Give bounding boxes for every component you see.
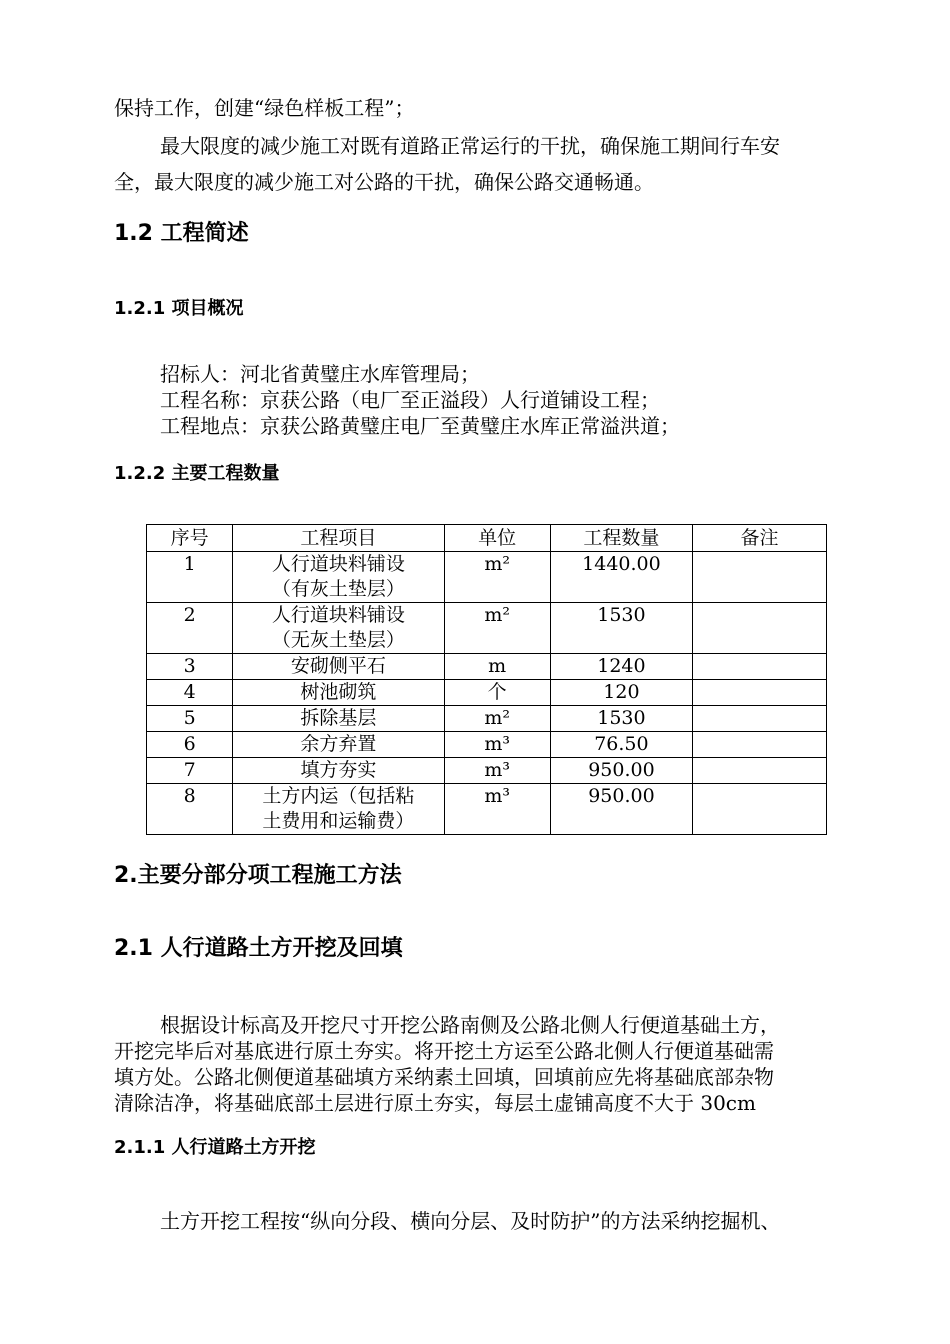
cell-item: 安砌侧平石 — [233, 654, 444, 680]
cell-note — [693, 603, 827, 654]
paragraph-line: 全，最大限度的减少施工对公路的干扰，确保公路交通畅通。 — [114, 170, 654, 194]
cell-item: 拆除基层 — [233, 706, 444, 732]
cell-unit: 个 — [444, 680, 550, 706]
cell-quantity: 1530 — [550, 603, 692, 654]
cell-no: 6 — [147, 732, 233, 758]
paragraph-line: 土方开挖工程按“纵向分段、横向分层、及时防护”的方法采纳挖掘机、 — [160, 1209, 781, 1233]
section-heading-1-2: 1.2 工程简述 — [114, 221, 249, 246]
cell-item — [233, 552, 444, 603]
header-item: 工程项目 — [233, 525, 444, 552]
cell-note — [693, 680, 827, 706]
table-row — [147, 603, 827, 654]
cell-unit: m² — [444, 603, 550, 654]
paragraph-line: 清除洁净，将基础底部土层进行原土夯实，每层土虚铺高度不大于 30cm — [114, 1091, 756, 1115]
table-row — [147, 654, 827, 680]
cell-item — [233, 603, 444, 654]
cell-quantity: 76.50 — [550, 732, 692, 758]
cell-quantity: 1530 — [550, 706, 692, 732]
cell-unit: m³ — [444, 758, 550, 784]
table-row — [147, 784, 827, 835]
cell-no: 8 — [147, 784, 233, 835]
cell-note — [693, 758, 827, 784]
cell-no: 5 — [147, 706, 233, 732]
cell-note — [693, 784, 827, 835]
section-heading-1-2-2: 1.2.2 主要工程数量 — [114, 463, 280, 484]
section-heading-2: 2.主要分部分项工程施工方法 — [114, 863, 402, 888]
cell-unit: m³ — [444, 784, 550, 835]
header-quantity: 工程数量 — [550, 525, 692, 552]
paragraph-line: 开挖完毕后对基底进行原土夯实。将开挖土方运至公路北侧人行便道基础需 — [114, 1039, 774, 1063]
section-heading-2-1-1: 2.1.1 人行道路土方开挖 — [114, 1137, 316, 1158]
cell-item: 余方弃置 — [233, 732, 444, 758]
table-header-row — [147, 525, 827, 552]
paragraph-line: 最大限度的减少施工对既有道路正常运行的干扰，确保施工期间行车安 — [160, 134, 780, 158]
info-line-project-name: 工程名称：京获公路（电厂至正溢段）人行道铺设工程； — [160, 388, 660, 412]
paragraph-line: 保持工作，创建“绿色样板工程”； — [114, 96, 415, 120]
cell-no: 2 — [147, 603, 233, 654]
table-row — [147, 706, 827, 732]
cell-note — [693, 732, 827, 758]
cell-item-line: （有灰土垫层） — [271, 578, 405, 600]
header-unit: 单位 — [444, 525, 550, 552]
cell-item-line: 土费用和运输费） — [262, 810, 415, 832]
cell-quantity: 1440.00 — [550, 552, 692, 603]
cell-quantity: 950.00 — [550, 758, 692, 784]
cell-quantity: 1240 — [550, 654, 692, 680]
paragraph-line: 填方处。公路北侧便道基础填方采纳素土回填，回填前应先将基础底部杂物 — [114, 1065, 774, 1089]
table-row — [147, 680, 827, 706]
table-row — [147, 552, 827, 603]
header-note: 备注 — [693, 525, 827, 552]
table-row — [147, 732, 827, 758]
quantity-table — [146, 524, 827, 835]
section-heading-1-2-1: 1.2.1 项目概况 — [114, 298, 244, 319]
cell-unit: m² — [444, 552, 550, 603]
paragraph-line: 根据设计标高及开挖尺寸开挖公路南侧及公路北侧人行便道基础土方， — [160, 1013, 780, 1037]
cell-quantity: 950.00 — [550, 784, 692, 835]
cell-item: 填方夯实 — [233, 758, 444, 784]
cell-quantity: 120 — [550, 680, 692, 706]
cell-note — [693, 552, 827, 603]
cell-no: 7 — [147, 758, 233, 784]
cell-note — [693, 706, 827, 732]
cell-item — [233, 784, 444, 835]
cell-item-line: 土方内运（包括粘 — [262, 785, 415, 807]
info-line-tenderer: 招标人：河北省黄璧庄水库管理局； — [160, 362, 480, 386]
cell-item-line: 人行道块料铺设 — [271, 604, 405, 626]
cell-note — [693, 654, 827, 680]
cell-unit: m³ — [444, 732, 550, 758]
cell-unit: m — [444, 654, 550, 680]
header-no: 序号 — [147, 525, 233, 552]
cell-item-line: （无灰土垫层） — [271, 629, 405, 651]
cell-no: 3 — [147, 654, 233, 680]
cell-no: 4 — [147, 680, 233, 706]
cell-item: 树池砌筑 — [233, 680, 444, 706]
section-heading-2-1: 2.1 人行道路土方开挖及回填 — [114, 936, 403, 961]
cell-unit: m² — [444, 706, 550, 732]
cell-no: 1 — [147, 552, 233, 603]
table-row — [147, 758, 827, 784]
info-line-project-location: 工程地点：京获公路黄璧庄电厂至黄璧庄水库正常溢洪道； — [160, 414, 680, 438]
cell-item-line: 人行道块料铺设 — [271, 553, 405, 575]
